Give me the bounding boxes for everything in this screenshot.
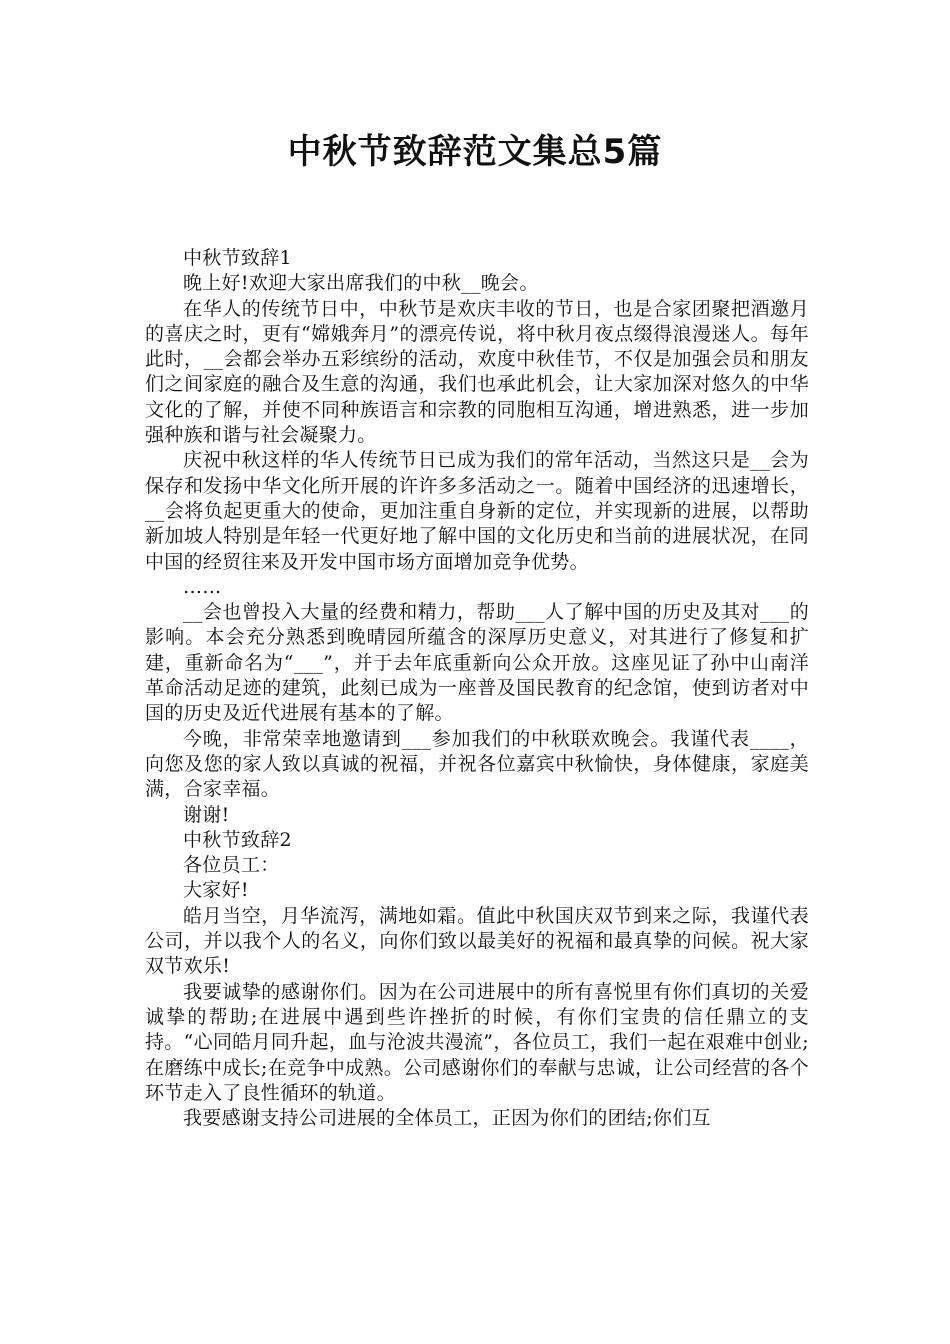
body-paragraph: 庆祝中秋这样的华人传统节日已成为我们的常年活动，当然这只是__会为保存和发扬中华文化所开展的许许多多活动之一。随着中国经济的迅速增长，__会将负起更重大的使命，更加注重自身新的定位，并实现新的进展，以帮助新加坡人特别是年轻一代更好地了解中国的文化历史和当前的进展状况，在同中国的经贸往来及开发中国市场方面增加竞争优势。 [145, 449, 809, 573]
document-body [145, 246, 809, 1131]
ellipsis-line: …… [183, 575, 222, 598]
greeting-line: 大家好! [183, 879, 249, 902]
document-title: 中秋节致辞范文集总5篇 [287, 132, 663, 172]
body-paragraph: 我要感谢支持公司进展的全体员工，正因为你们的团结;你们互 [183, 1107, 711, 1130]
body-paragraph: 我要诚挚的感谢你们。因为在公司进展中的所有喜悦里有你们真切的关爱诚挚的帮助;在进展中遇到些许挫折的时候，有你们宝贵的信任鼎立的支持。“心同皓月同升起，血与沧波共漫流”，各位员工，我们一起在艰难中创业;在磨练中成长;在竞争中成熟。公司感谢你们的奉献与忠诚，让公司经营的各个环节走入了良性循环的轨道。 [145, 980, 809, 1104]
thanks-line: 谢谢! [183, 803, 230, 826]
section-heading-2: 中秋节致辞2 [183, 828, 292, 851]
section-heading-1: 中秋节致辞1 [183, 247, 292, 269]
body-paragraph: 在华人的传统节日中，中秋节是欢庆丰收的节日，也是合家团聚把酒邀月的喜庆之时，更有“嫦娥奔月”的漂亮传说，将中秋月夜点缀得浪漫迷人。每年此时，__会都会举办五彩缤纷的活动，欢度中秋佳节，不仅是加强会员和朋友们之间家庭的融合及生意的沟通，我们也承此机会，让大家加深对悠久的中华文化的了解，并使不同种族语言和宗教的同胞相互沟通，增进熟悉，进一步加强种族和谐与社会凝聚力。 [145, 297, 809, 447]
greeting-paragraph: 晚上好!欢迎大家出席我们的中秋__晚会。 [183, 272, 539, 295]
body-paragraph: 皓月当空，月华流泻，满地如霜。值此中秋国庆双节到来之际，我谨代表公司，并以我个人的名义，向你们致以最美好的祝福和最真挚的问候。祝大家双节欢乐! [145, 904, 809, 978]
body-paragraph: __会也曾投入大量的经费和精力，帮助___人了解中国的历史及其对___的影响。本会充分熟悉到晚晴园所蕴含的深厚历史意义，对其进行了修复和扩建，重新命名为“___”，并于去年底重新向公众开放。这座见证了孙中山南洋革命活动足迹的建筑，此刻已成为一座普及国民教育的纪念馆，使到访者对中国的历史及近代进展有基本的了解。 [145, 601, 809, 725]
salutation-line: 各位员工： [183, 854, 280, 877]
body-paragraph: 今晚，非常荣幸地邀请到___参加我们的中秋联欢晚会。我谨代表____，向您及您的家人致以真诚的祝福，并祝各位嘉宾中秋愉快，身体健康，家庭美满，合家幸福。 [145, 727, 809, 801]
